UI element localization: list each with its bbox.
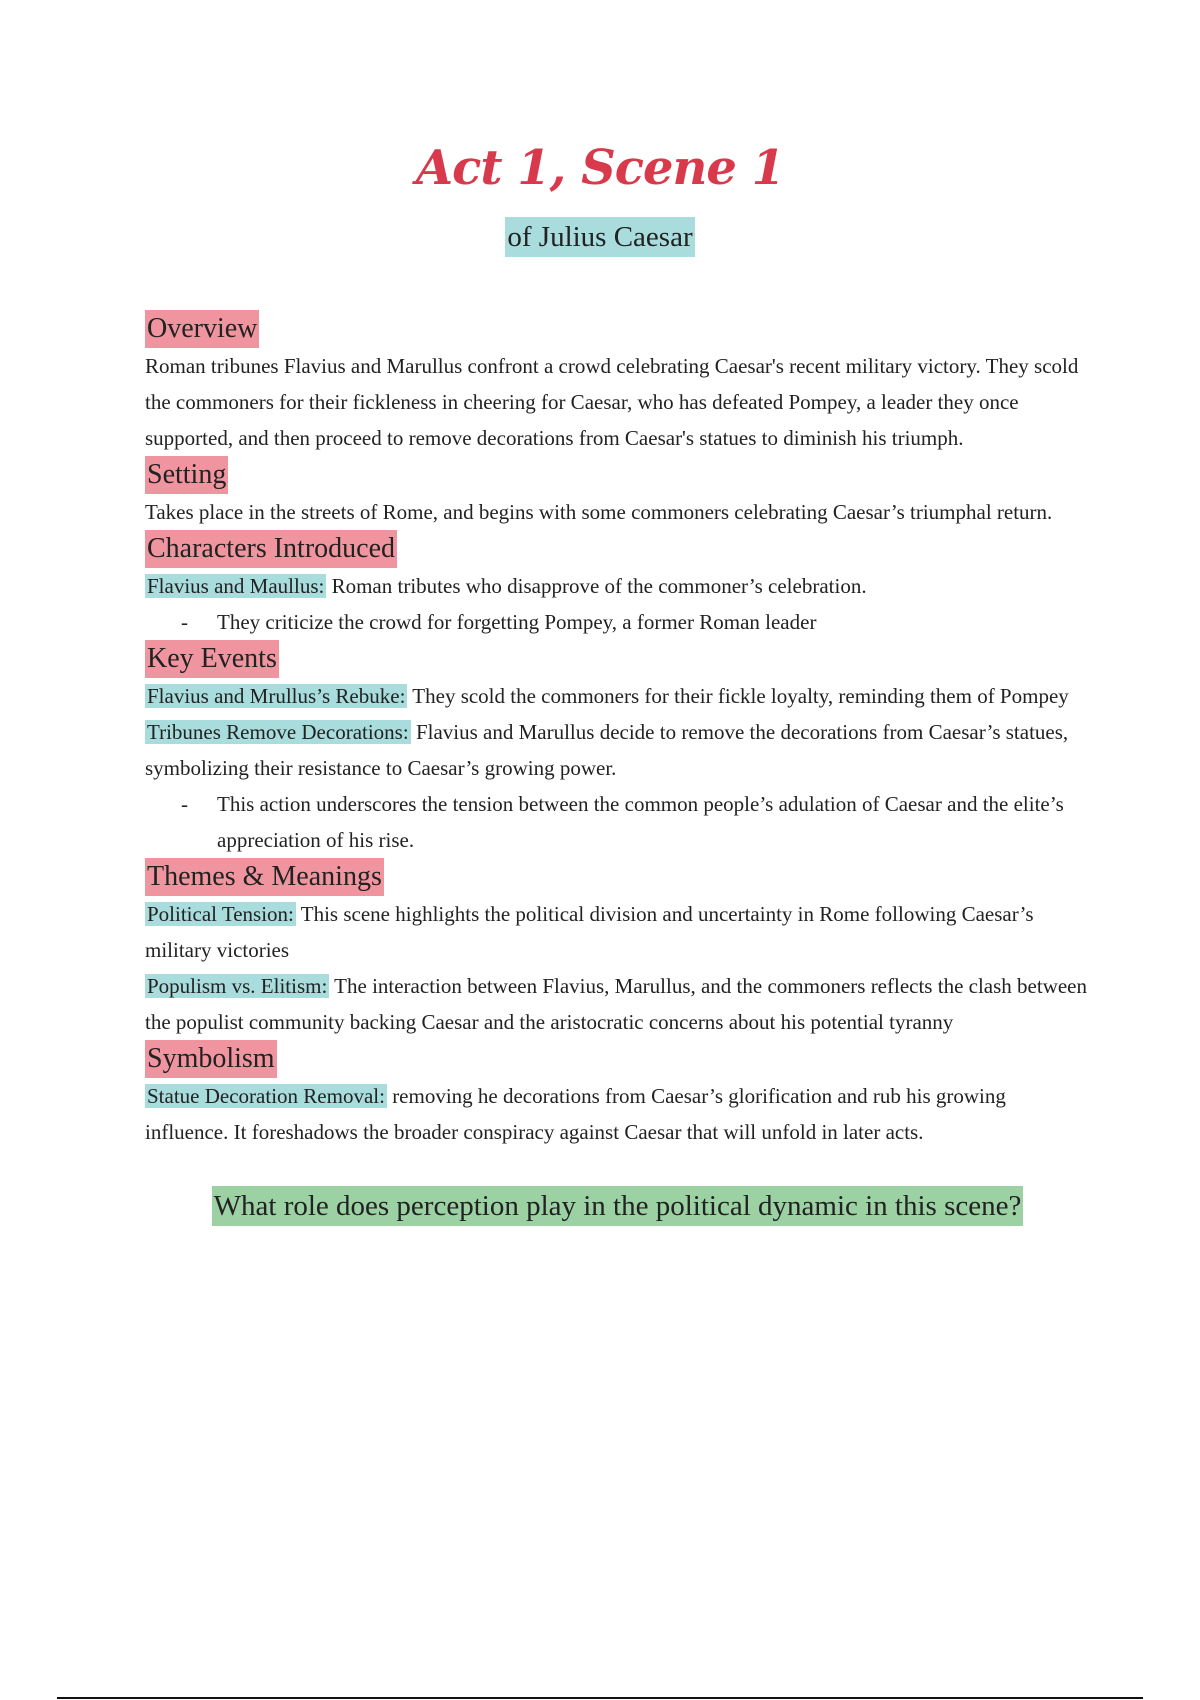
theme-entry <box>145 896 1090 968</box>
section-heading-characters: Characters Introduced <box>145 530 397 568</box>
dash-bullet-icon: - <box>181 610 188 634</box>
event-term: Flavius and Mrullus’s Rebuke: <box>147 684 406 708</box>
section-key-events <box>145 640 1090 858</box>
event-description: Flavius and Marullus decide to remove the decorations from Caesar’s statues, symbolizing their resistance to Caesar’s growing power. <box>145 720 1069 780</box>
theme-description: This scene highlights the political division and uncertainty in Rome following Caesar’s military victories <box>145 902 1034 962</box>
question-container <box>145 1186 1090 1226</box>
section-overview <box>145 310 1090 456</box>
character-bullet-text: They criticize the crowd for forgetting Pompey, a former Roman leader <box>217 610 817 634</box>
page-title: Act 1, Scene 1 <box>415 140 785 196</box>
section-heading-themes: Themes & Meanings <box>145 858 384 896</box>
character-bullet <box>145 604 1090 640</box>
event-entry <box>145 714 1090 786</box>
overview-text: Roman tribunes Flavius and Marullus confront a crowd celebrating Caesar's recent military victory. They scold the commoners for their fickleness in cheering for Caesar, who has defeated Pompey, a leader they once supported, and then proceed to remove decorations from Caesar's statues to diminish his triumph. <box>145 354 1079 450</box>
symbol-term: Statue Decoration Removal: <box>147 1084 385 1108</box>
section-heading-key-events: Key Events <box>145 640 279 678</box>
event-description: They scold the commoners for their fickle loyalty, reminding them of Pompey <box>407 684 1069 708</box>
theme-term: Political Tension: <box>147 902 294 926</box>
theme-entry <box>145 968 1090 1040</box>
section-characters <box>145 530 1090 640</box>
symbol-description: removing he decorations from Caesar’s glorification and rub his growing influence. It foreshadows the broader conspiracy against Caesar that will unfold in later acts. <box>145 1084 1006 1144</box>
character-entry <box>145 568 1090 604</box>
section-heading-setting: Setting <box>145 456 228 494</box>
symbol-entry <box>145 1078 1090 1150</box>
event-term: Tribunes Remove Decorations: <box>147 720 409 744</box>
setting-text: Takes place in the streets of Rome, and begins with some commoners celebrating Caesar’s triumphal return. <box>145 500 1053 524</box>
character-description: Roman tributes who disapprove of the commoner’s celebration. <box>326 574 867 598</box>
section-symbolism <box>145 1040 1090 1150</box>
section-heading-overview: Overview <box>145 310 259 348</box>
event-bullet <box>145 786 1090 858</box>
subtitle-container <box>0 217 1200 257</box>
theme-description: The interaction between Flavius, Marullus, and the commoners reflects the clash between the populist community backing Caesar and the aristocratic concerns about his potential tyranny <box>145 974 1087 1034</box>
dash-bullet-icon: - <box>181 792 188 816</box>
character-term: Flavius and Maullus: <box>147 574 325 598</box>
page-subtitle: of Julius Caesar <box>505 217 694 257</box>
section-heading-symbolism: Symbolism <box>145 1040 277 1078</box>
section-setting <box>145 456 1090 530</box>
theme-term: Populism vs. Elitism: <box>147 974 328 998</box>
discussion-question: What role does perception play in the political dynamic in this scene? <box>212 1186 1024 1226</box>
event-entry <box>145 678 1090 714</box>
bottom-divider <box>57 1697 1143 1699</box>
section-themes <box>145 858 1090 1040</box>
document-body <box>145 310 1090 1226</box>
event-bullet-text: This action underscores the tension between the common people’s adulation of Caesar and the elite’s appreciation of his rise. <box>217 792 1064 852</box>
